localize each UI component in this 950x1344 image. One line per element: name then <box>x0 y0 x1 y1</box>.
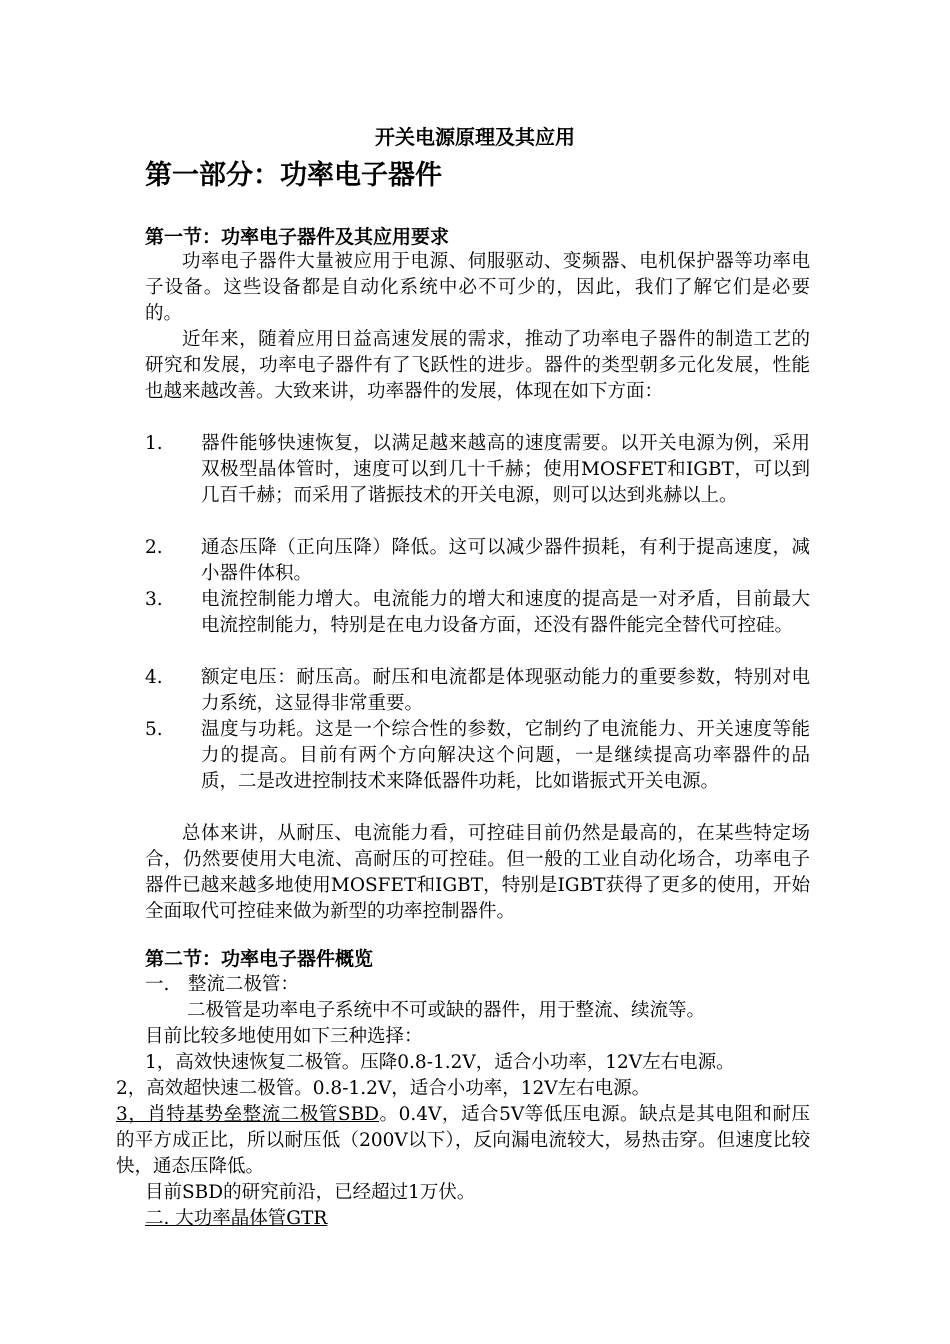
option-ultrafast: 2，高效超快速二极管。0.8-1.2V，适合小功率，12V左右电源。 <box>116 1078 651 1099</box>
subheading-gtr: 二. 大功率晶体管GTR <box>145 1208 328 1229</box>
subheading-rectifier-diode: 一. 整流二极管： <box>145 974 299 995</box>
list-item <box>145 717 810 795</box>
option-schottky-underlined: 3，肖特基势垒整流二极管SBD <box>116 1104 379 1125</box>
list-item <box>145 535 810 587</box>
section-heading-1: 第一节：功率电子器件及其应用要求 <box>145 226 450 248</box>
paragraph-intro: 功率电子器件大量被应用于电源、伺服驱动、变频器、电机保护器等功率电子设备。这些设备都是自动化系统中必不可少的，因此，我们了解它们是必要的。 <box>145 251 810 324</box>
list-item-text: 电流控制能力增大。电流能力的增大和速度的提高是一对矛盾，目前最大电流控制能力，特别是在电力设备方面，还没有器件能完全替代可控硅。 <box>201 589 810 636</box>
paragraph-development: 近年来，随着应用日益高速发展的需求，推动了功率电子器件的制造工艺的研究和发展，功率电子器件有了飞跃性的进步。器件的类型朝多元化发展，性能也越来越改善。大致来讲，功率器件的发展，体现在如下方面： <box>145 329 810 402</box>
part-heading: 第一部分：功率电子器件 <box>145 160 442 191</box>
list-item-text: 器件能够快速恢复，以满足越来越高的速度需要。以开关电源为例，采用双极型晶体管时，速度可以到几十千赫；使用MOSFET和IGBT，可以到几百千赫；而采用了谐振技术的开关电源，则可以达到兆赫以上。 <box>201 433 810 506</box>
list-item-text: 通态压降（正向压降）降低。这可以减少器件损耗，有利于提高速度，减小器件体积。 <box>201 537 810 584</box>
paragraph-sbd-research: 目前SBD的研究前沿，已经超过1万伏。 <box>145 1182 476 1203</box>
paragraph-choices: 目前比较多地使用如下三种选择： <box>145 1026 423 1047</box>
list-item-number: 3. <box>145 589 163 610</box>
list-item-number: 4. <box>145 667 163 688</box>
list-item-text: 温度与功耗。这是一个综合性的参数，它制约了电流能力、开关速度等能力的提高。目前有两个方向解决这个问题，一是继续提高功率器件的品质，二是改进控制技术来降低器件功耗，比如谐振式开关电源。 <box>201 719 810 792</box>
paragraph-diode-intro: 二极管是功率电子系统中不可或缺的器件，用于整流、续流等。 <box>187 1000 706 1021</box>
option-schottky-description: 。0.4V，适合5V等低压电源。缺点是其电阻和耐压的平方成正比，所以耐压低（200V以下），反向漏电流较大，易热击穿。但速度比较快，通态压降低。 <box>116 1104 810 1177</box>
list-item-number: 1. <box>145 433 163 454</box>
list-item <box>145 587 810 639</box>
list-item-text: 额定电压：耐压高。耐压和电流都是体现驱动能力的重要参数，特别对电力系统，这显得非常重要。 <box>201 667 810 714</box>
option-fast-recovery: 1，高效快速恢复二极管。压降0.8-1.2V，适合小功率，12V左右电源。 <box>145 1052 735 1073</box>
paragraph-summary: 总体来讲，从耐压、电流能力看，可控硅目前仍然是最高的，在某些特定场合，仍然要使用大电流、高耐压的可控硅。但一般的工业自动化场合，功率电子器件已越来越多地使用MOSFET和IGBT，特别是IGBT获得了更多的使用，开始全面取代可控硅来做为新型的功率控制器件。 <box>145 823 810 922</box>
section-heading-2: 第二节：功率电子器件概览 <box>145 948 374 970</box>
list-item <box>145 431 810 509</box>
option-schottky <box>116 1102 810 1180</box>
list-item-number: 5. <box>145 719 163 740</box>
list-item-number: 2. <box>145 537 163 558</box>
list-item <box>145 665 810 717</box>
document-title: 开关电源原理及其应用 <box>375 125 575 149</box>
